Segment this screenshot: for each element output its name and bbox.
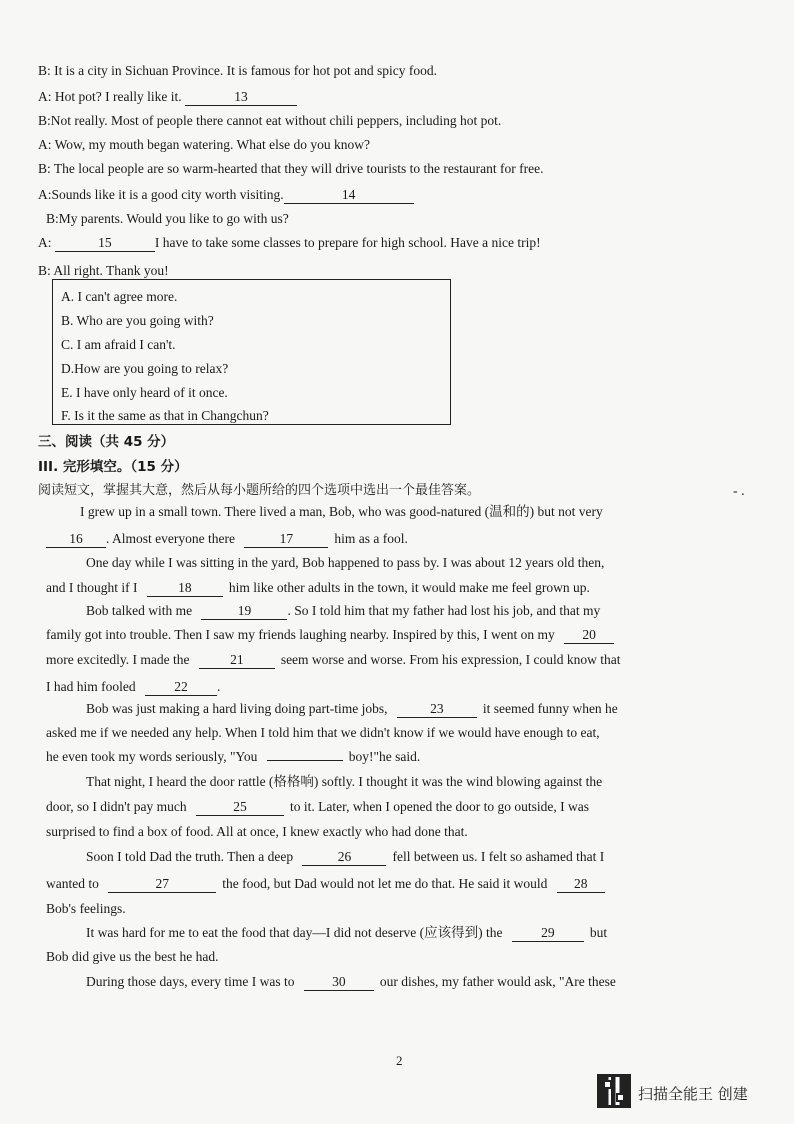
qr-code-icon xyxy=(597,1074,631,1108)
passage-line-8 xyxy=(46,678,220,696)
passage-line-20 xyxy=(86,973,616,991)
blank-27: 27 xyxy=(108,876,216,893)
option-c: C. I am afraid I can't. xyxy=(61,337,176,352)
passage-text: seem worse and worse. From his expression, I could know that xyxy=(280,652,621,667)
passage-text: door, so I didn't pay much xyxy=(46,799,187,814)
dialogue-line-2 xyxy=(38,88,297,106)
blank-22: 22 xyxy=(145,679,217,696)
instruction: 阅读短文，掌握其大意，然后从每小题所给的四个选项中选出一个最佳答案。 xyxy=(38,483,481,498)
passage-line-11 xyxy=(46,748,420,766)
passage-text: he even took my words seriously, "You xyxy=(46,749,258,764)
passage-text: I had him fooled xyxy=(46,679,136,694)
dialogue-line-9: B: All right. Thank you! xyxy=(38,263,169,278)
passage-line-3: One day while I was sitting in the yard, Bob happened to pass by. I was about 12 years old then, xyxy=(86,555,605,570)
passage-text: . So I told him that my father had lost his job, and that my xyxy=(287,603,601,618)
blank-28: 28 xyxy=(557,876,605,893)
option-a: A. I can't agree more. xyxy=(61,289,178,304)
passage-line-2 xyxy=(46,530,408,548)
blank-23: 23 xyxy=(397,701,477,718)
passage-text: but xyxy=(589,925,608,940)
passage-line-4 xyxy=(46,579,590,597)
passage-text: Bob was just making a hard living doing part-time jobs, xyxy=(86,701,388,716)
passage-line-19: Bob did give us the best he had. xyxy=(46,949,219,964)
blank-24 xyxy=(267,760,343,761)
blank-20: 20 xyxy=(564,627,614,644)
passage-line-5 xyxy=(86,602,600,620)
dialogue-text: A:Sounds like it is a good city worth visiting. xyxy=(38,187,284,202)
passage-line-14: surprised to find a box of food. All at once, I knew exactly who had done that. xyxy=(46,824,468,839)
dialogue-text: A: xyxy=(38,235,55,250)
dialogue-line-5: B: The local people are so warm-hearted that they will drive tourists to the restaurant for free. xyxy=(38,161,544,176)
passage-line-16 xyxy=(46,875,605,893)
dialogue-line-7: B:My parents. Would you like to go with us? xyxy=(46,211,289,226)
passage-text: to it. Later, when I opened the door to go outside, I was xyxy=(290,799,590,814)
dialogue-text: A: Hot pot? I really like it. xyxy=(38,89,185,104)
dialogue-line-6 xyxy=(38,186,414,204)
passage-text: family got into trouble. Then I saw my friends laughing nearby. Inspired by this, I went on my xyxy=(46,627,555,642)
section-title: 三、阅读（共 45 分） xyxy=(38,434,175,450)
options-box xyxy=(52,279,451,425)
passage-line-18 xyxy=(86,924,607,942)
passage-line-7 xyxy=(46,651,621,669)
passage-text: it seemed funny when he xyxy=(482,701,618,716)
blank-26: 26 xyxy=(302,849,386,866)
blank-19: 19 xyxy=(201,603,287,620)
passage-text: our dishes, my father would ask, "Are these xyxy=(379,974,616,989)
blank-18: 18 xyxy=(147,580,223,597)
passage-line-10: asked me if we needed any help. When I told him that we didn't know if we would have enough to eat, xyxy=(46,725,600,740)
blank-25: 25 xyxy=(196,799,284,816)
option-d: D.How are you going to relax? xyxy=(61,361,229,376)
dialogue-line-4: A: Wow, my mouth began watering. What else do you know? xyxy=(38,137,370,152)
passage-text: him like other adults in the town, it would make me feel grown up. xyxy=(228,580,590,595)
passage-text: boy!"he said. xyxy=(348,749,421,764)
blank-15: 15 xyxy=(55,235,155,252)
passage-line-1: I grew up in a small town. There lived a man, Bob, who was good-natured (温和的) but not very xyxy=(80,504,603,519)
passage-text: more excitedly. I made the xyxy=(46,652,190,667)
blank-16: 16 xyxy=(46,531,106,548)
passage-line-6 xyxy=(46,626,614,644)
blank-13: 13 xyxy=(185,89,297,106)
blank-21: 21 xyxy=(199,652,275,669)
passage-text: the food, but Dad would not let me do that. He said it would xyxy=(222,876,548,891)
option-e: E. I have only heard of it once. xyxy=(61,385,228,400)
dialogue-line-1: B: It is a city in Sichuan Province. It is famous for hot pot and spicy food. xyxy=(38,63,437,78)
passage-text: Bob talked with me xyxy=(86,603,193,618)
option-f: F. Is it the same as that in Changchun? xyxy=(61,408,269,423)
dialogue-line-3: B:Not really. Most of people there cannot eat without chili peppers, including hot pot. xyxy=(38,113,502,128)
blank-17: 17 xyxy=(244,531,328,548)
dialogue-text: I have to take some classes to prepare for high school. Have a nice trip! xyxy=(154,235,541,250)
dialogue-line-8 xyxy=(38,234,541,252)
passage-text: him as a fool. xyxy=(334,531,408,546)
passage-line-12: That night, I heard the door rattle (格格响) softly. I thought it was the wind blowing against the xyxy=(86,774,603,789)
blank-29: 29 xyxy=(512,925,584,942)
passage-text: It was hard for me to eat the food that day—I did not deserve (应该得到) the xyxy=(86,925,503,940)
passage-text: wanted to xyxy=(46,876,99,891)
blank-30: 30 xyxy=(304,974,374,991)
page-number: 2 xyxy=(396,1053,403,1068)
scan-mark: - . xyxy=(733,484,745,499)
passage-line-15 xyxy=(86,848,604,866)
passage-text: . Almost everyone there xyxy=(106,531,235,546)
blank-14: 14 xyxy=(284,187,414,204)
passage-text: . xyxy=(216,679,221,694)
subsection-title: III. 完形填空。（15 分） xyxy=(38,459,188,475)
passage-line-9 xyxy=(86,700,618,718)
passage-text: During those days, every time I was to xyxy=(86,974,295,989)
passage-text: Soon I told Dad the truth. Then a deep xyxy=(86,849,294,864)
scanner-watermark: 扫描全能王 创建 xyxy=(638,1085,748,1103)
passage-line-13 xyxy=(46,798,589,816)
passage-line-17: Bob's feelings. xyxy=(46,901,126,916)
passage-text: fell between us. I felt so ashamed that I xyxy=(392,849,605,864)
passage-text: and I thought if I xyxy=(46,580,138,595)
option-b: B. Who are you going with? xyxy=(61,313,214,328)
